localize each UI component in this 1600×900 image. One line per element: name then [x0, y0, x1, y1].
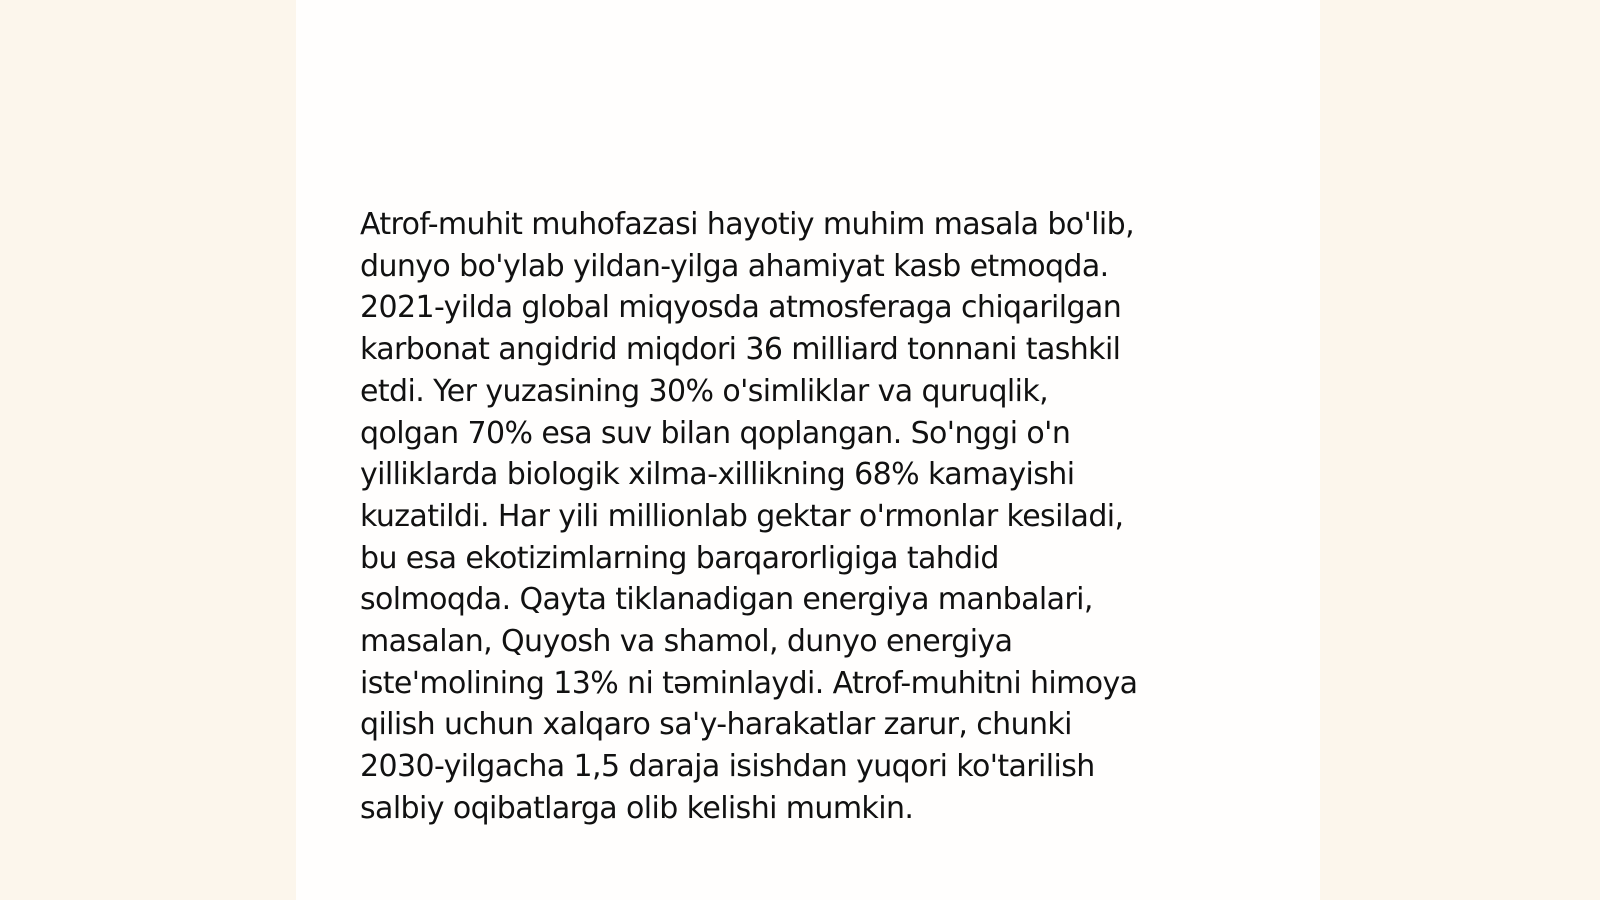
text-line: solmoqda. Qayta tiklanadigan energiya manbalari,: [360, 582, 1093, 618]
text-line: bu esa ekotizimlarning barqarorligiga tahdid: [360, 540, 999, 576]
text-line: qilish uchun xalqaro sa'y-harakatlar zarur, chunki: [360, 707, 1072, 743]
text-line: karbonat angidrid miqdori 36 milliard tonnani tashkil: [360, 332, 1121, 368]
text-line: iste'molining 13% ni təminlaydi. Atrof-muhitni himoya: [360, 665, 1138, 701]
text-line: masalan, Quyosh va shamol, dunyo energiya: [360, 624, 1013, 660]
text-line: yilliklarda biologik xilma-xillikning 68% kamayishi: [360, 457, 1075, 493]
text-line: dunyo bo'ylab yildan-yilga ahamiyat kasb etmoqda.: [360, 248, 1109, 284]
body-paragraph: [360, 204, 1260, 830]
text-line: qolgan 70% esa suv bilan qoplangan. So'nggi o'n: [360, 415, 1071, 451]
text-line: kuzatildi. Har yili millionlab gektar o'rmonlar kesiladi,: [360, 498, 1124, 534]
text-line: 2030-yilgacha 1,5 daraja isishdan yuqori ko'tarilish: [360, 749, 1095, 785]
text-line: etdi. Yer yuzasining 30% o'simliklar va quruqlik,: [360, 373, 1049, 409]
text-line: Atrof-muhit muhofazasi hayotiy muhim masala bo'lib,: [360, 207, 1135, 242]
text-line: salbiy oqibatlarga olib kelishi mumkin.: [360, 790, 914, 826]
text-line: 2021-yilda global miqyosda atmosferaga chiqarilgan: [360, 290, 1122, 326]
document-page: [296, 0, 1320, 900]
